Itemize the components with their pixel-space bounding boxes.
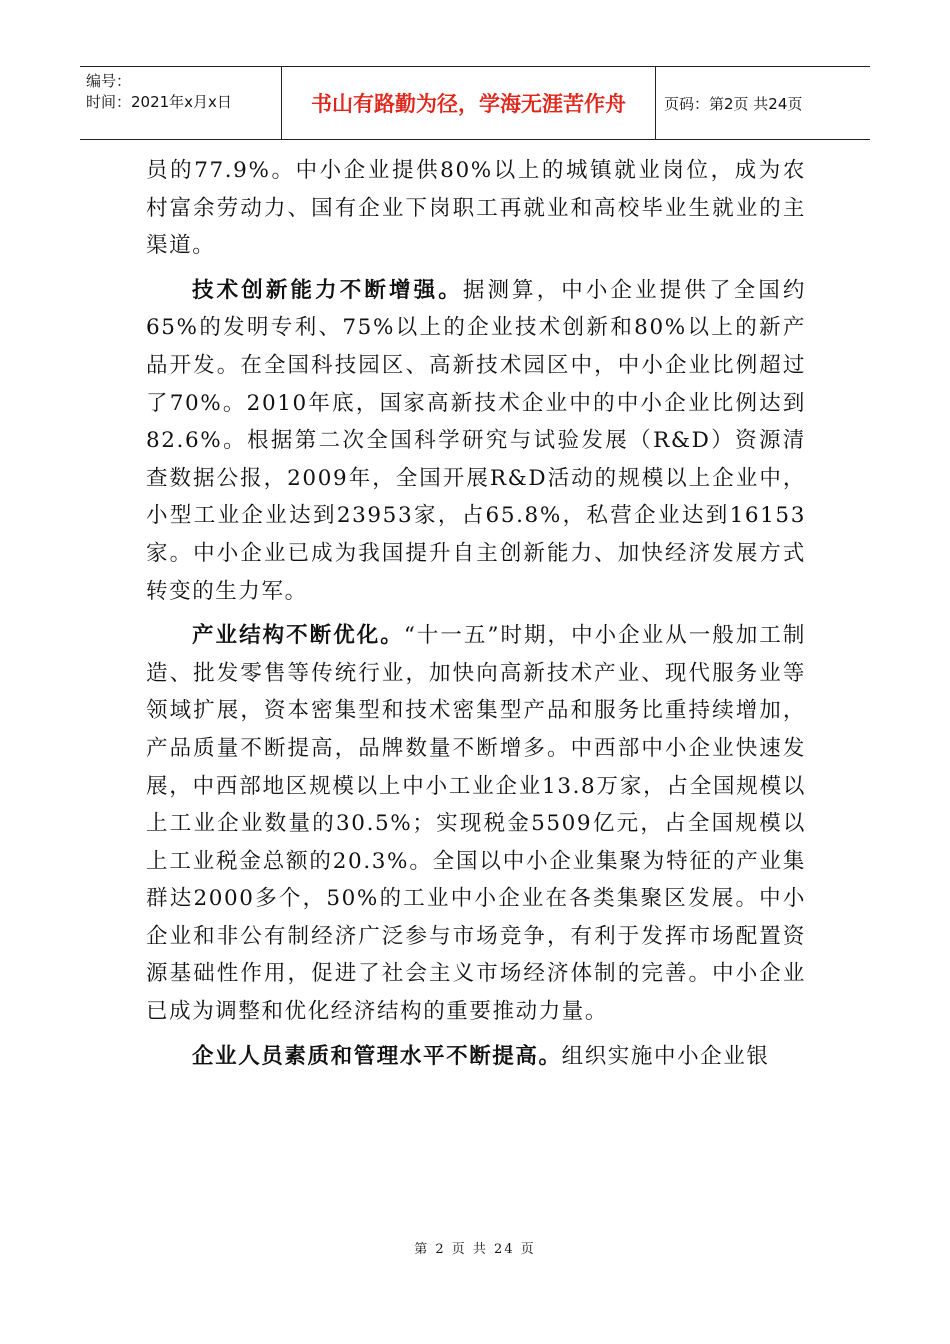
header-meta [80,67,282,139]
doc-time-label: 时间：2021年x月x日 [86,93,232,111]
paragraph-4 [146,1038,806,1076]
header-motto: 书山有路勤为径，学海无涯苦作舟 [282,67,656,139]
doc-number-label: 编号： [86,72,132,90]
paragraph-2-heading: 技术创新能力不断增强。 [192,277,463,303]
paragraph-1 [146,152,806,265]
header-page-info: 页码：第2页 共24页 [664,94,803,113]
paragraph-3-text: “十一五”时期，中小企业从一般加工制造、批发零售等传统行业，加快向高新技术产业、现代服务业等领域扩展，资本密集型和技术密集型产品和服务比重持续增加，产品质量不断提高，品牌数量不断增多。中西部中小企业快速发展，中西部地区规模以上中小工业企业13.8万家，占全国规模以上工业企业数量的30.5%；实现税金5509亿元，占全国规模以上工业税金总额的20.3%。全国以中小企业集聚为特征的产业集群达2000多个，50%的工业中小企业在各类集聚区发展。中小企业和非公有制经济广泛参与市场竞争，有利于发挥市场配置资源基础性作用，促进了社会主义市场经济体制的完善。中小企业已成为调整和优化经济结构的重要推动力量。 [146,623,806,1025]
paragraph-4-heading: 企业人员素质和管理水平不断提高。 [192,1043,562,1069]
paragraph-3 [146,617,806,1031]
document-body [146,152,806,1075]
paragraph-1-text: 员的77.9%。中小企业提供80%以上的城镇就业岗位，成为农村富余劳动力、国有企业下岗职工再就业和高校毕业生就业的主渠道。 [146,158,806,259]
page-footer: 第 2 页 共 24 页 [414,1242,536,1257]
page-header [80,66,870,140]
paragraph-2 [146,272,806,610]
paragraph-4-text: 组织实施中小企业银 [561,1043,770,1069]
paragraph-2-text: 据测算，中小企业提供了全国约65%的发明专利、75%以上的企业技术创新和80%以上的新产品开发。在全国科技园区、高新技术园区中，中小企业比例超过了70%。2010年底，国家高新技术企业中的中小企业比例达到82.6%。根据第二次全国科学研究与试验发展（R&D）资源清查数据公报，2009年，全国开展R&D活动的规模以上企业中，小型工业企业达到23953家，占65.8%，私营企业达到16153家。中小企业已成为我国提升自主创新能力、加快经济发展方式转变的生力军。 [146,277,806,604]
paragraph-3-heading: 产业结构不断优化。 [192,623,404,649]
